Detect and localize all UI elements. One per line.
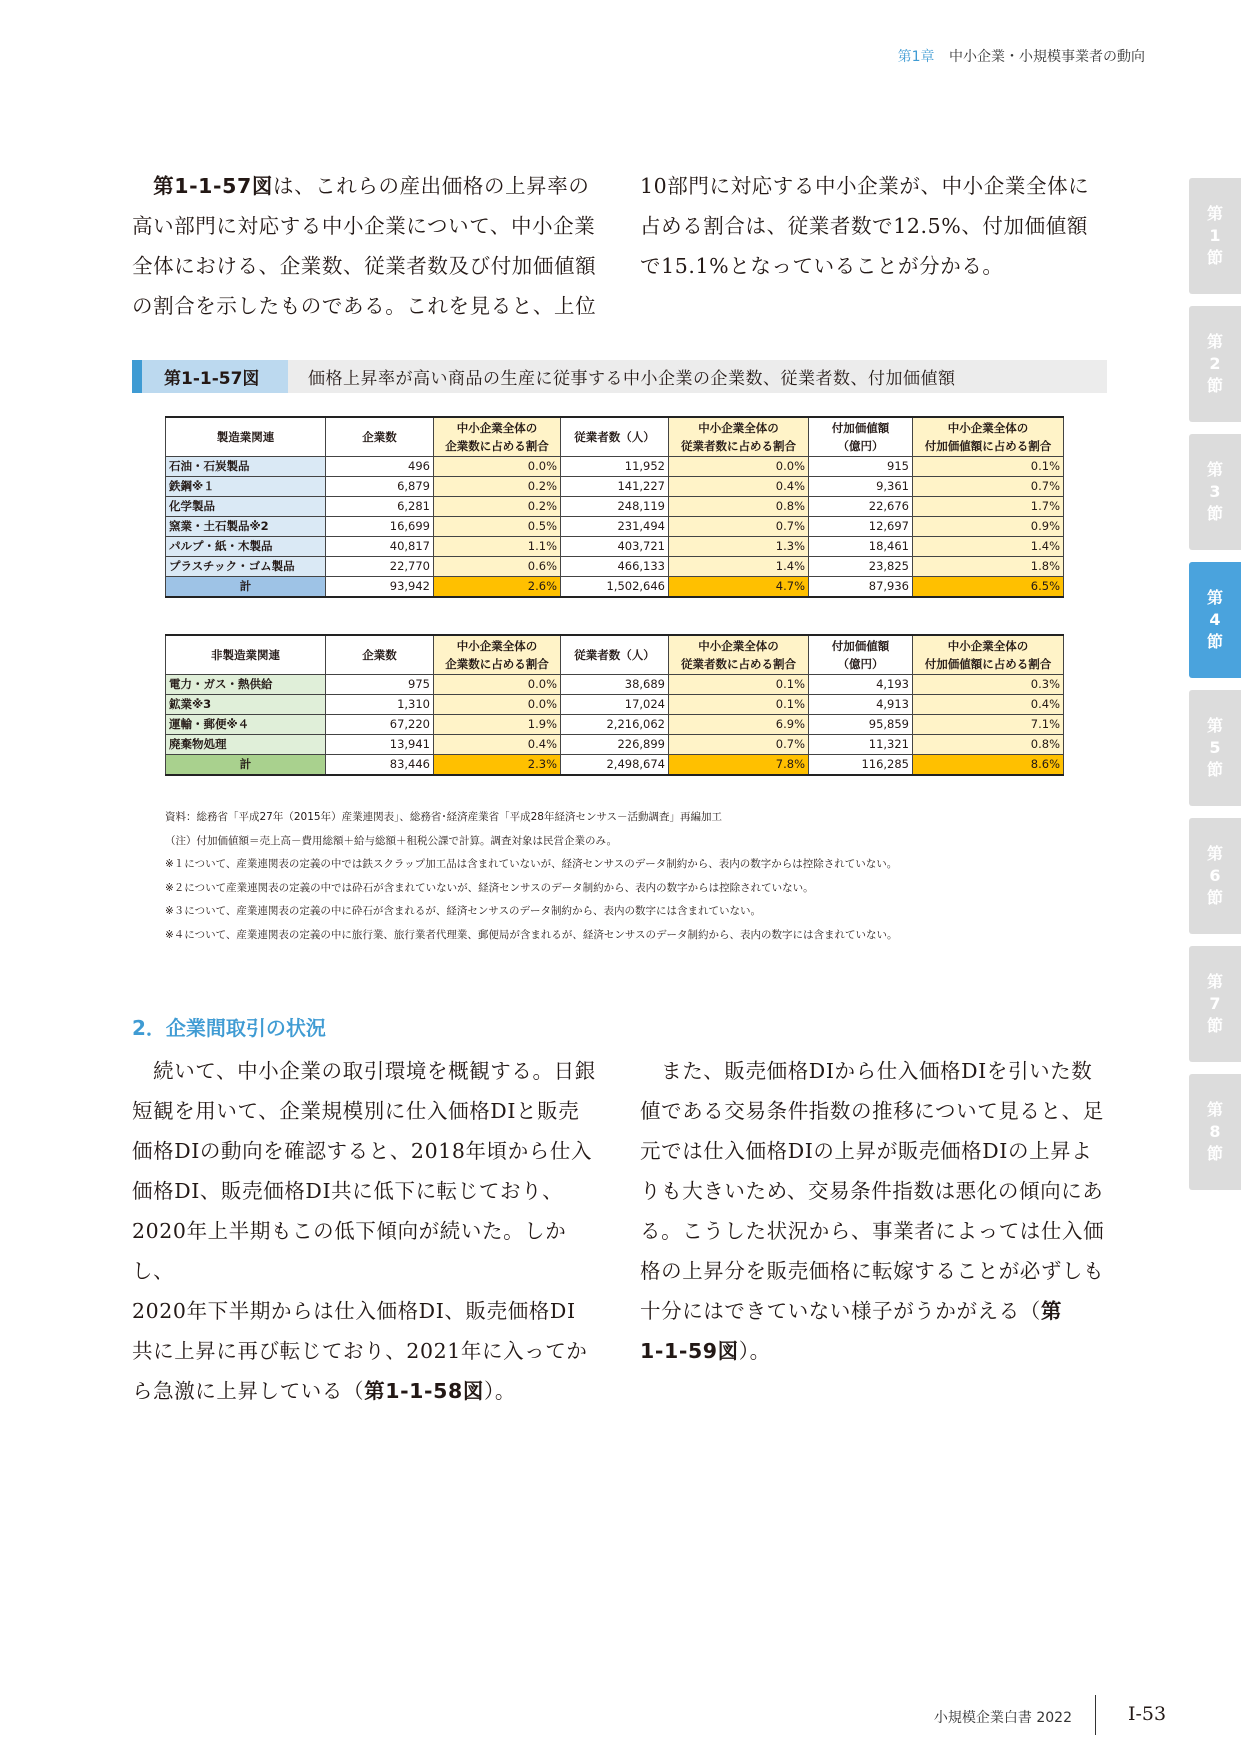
table-row: 廃棄物処理 13,941 0.4% 226,899 0.7% 11,321 0.8% xyxy=(166,735,1064,755)
table-row: プラスチック・ゴム製品 22,770 0.6% 466,133 1.4% 23,825 1.8% xyxy=(166,557,1064,577)
column-header-share-value: 中小企業全体の 付加価値額に占める割合 xyxy=(913,417,1064,457)
figure-title: 価格上昇率が高い商品の生産に従事する中小企業の企業数、従業者数、付加価値額 xyxy=(308,369,956,389)
note-item: ※１について、産業連関表の定義の中では鉄スクラップ加工品は含まれていないが、経済センサスのデータ制約から、表内の数字からは控除されていない。 xyxy=(165,858,898,870)
page-number: Ⅰ-53 xyxy=(1128,1703,1167,1725)
manufacturing-table xyxy=(165,416,1064,598)
column-header-share-companies: 中小企業全体の 企業数に占める割合 xyxy=(434,635,561,675)
note-item: ※３について、産業連関表の定義の中に砕石が含まれるが、経済センサスのデータ制約から、表内の数字には含まれていない。 xyxy=(165,905,761,917)
figure-reference: 第1-1-58図 xyxy=(364,1379,484,1403)
table-row: 運輸・郵便※４ 67,220 1.9% 2,216,062 6.9% 95,859 7.1% xyxy=(166,715,1064,735)
section-tab-7[interactable]: 第 7 節 xyxy=(1189,946,1241,1062)
section-tab-1[interactable]: 第 1 節 xyxy=(1189,178,1241,294)
note-item: ※４について、産業連関表の定義の中に旅行業、旅行業者代理業、郵便局が含まれるが、経済センサスのデータ制約から、表内の数字には含まれていない。 xyxy=(165,928,898,941)
table-row: パルプ・紙・木製品 40,817 1.1% 403,721 1.3% 18,461 1.4% xyxy=(166,537,1064,557)
section-tab-3[interactable]: 第 3 節 xyxy=(1189,434,1241,550)
table-row: 化学製品 6,281 0.2% 248,119 0.8% 22,676 1.7% xyxy=(166,497,1064,517)
book-title: 小規模企業白書 2022 xyxy=(933,1710,1072,1726)
table-header-row xyxy=(166,635,1064,675)
footer-divider xyxy=(1095,1695,1096,1735)
section-tab-8[interactable]: 第 8 節 xyxy=(1189,1074,1241,1190)
column-header-share-employees: 中小企業全体の 従業者数に占める割合 xyxy=(669,635,809,675)
column-header-value-added: 付加価値額 （億円） xyxy=(809,417,913,457)
note-item: ※２について産業連関表の定義の中では砕石が含まれていないが、経済センサスのデータ制約から、表内の数字からは控除されていない。 xyxy=(165,881,814,894)
table-row: 窯業・土石製品※2 16,699 0.5% 231,494 0.7% 12,697 0.9% xyxy=(166,517,1064,537)
section-tab-4[interactable]: 第 4 節 xyxy=(1189,562,1241,678)
column-header-industry: 非製造業関連 xyxy=(166,635,326,675)
intro-paragraph-left: 第1-1-57図は、これらの産出価格の上昇率の 高い部門に対応する中小企業について、中小企業 全体における、企業数、従業者数及び付加価値額 の割合を示したものである。これを見ると、上位 xyxy=(132,174,597,318)
non-manufacturing-table xyxy=(165,634,1064,776)
table-row: 電力・ガス・熱供給 975 0.0% 38,689 0.1% 4,193 0.3% xyxy=(166,675,1064,695)
running-header xyxy=(898,46,1145,66)
figure-title-bar xyxy=(132,360,1107,393)
column-header-industry: 製造業関連 xyxy=(166,417,326,457)
figure-title-accent xyxy=(132,360,142,393)
body-paragraph-right: また、販売価格DIから仕入価格DIを引いた数 値である交易条件指数の推移について見ると、足 元では仕入価格DIの上昇が販売価格DIの上昇よ りも大きいため、交易条件指数は悪化の傾向にあ る。こうした状況から、事業者によっては仕入価 格の上昇分を販売価格に転嫁することが必ずしも 十分にはできていない様子がうかがえる（第 1-1-59図）。 xyxy=(640,1059,1105,1363)
section-tab-2[interactable]: 第 2 節 xyxy=(1189,306,1241,422)
section-heading: 2．企業間取引の状況 xyxy=(132,1016,326,1040)
table-row: 石油・石炭製品 496 0.0% 11,952 0.0% 915 0.1% xyxy=(166,457,1064,477)
table-header-row xyxy=(166,417,1064,457)
table-total-row: 計 93,942 2.6% 1,502,646 4.7% 87,936 6.5% xyxy=(166,577,1064,598)
intro-paragraph-right: 10部門に対応する中小企業が、中小企業全体に 占める割合は、従業者数で12.5%、付加価値額 で15.1%となっていることが分かる。 xyxy=(640,174,1090,278)
column-header-employees: 従業者数（人） xyxy=(561,635,669,675)
column-header-value-added: 付加価値額 （億円） xyxy=(809,635,913,675)
column-header-share-companies: 中小企業全体の 企業数に占める割合 xyxy=(434,417,561,457)
chapter-title: 中小企業・小規模事業者の動向 xyxy=(949,49,1145,65)
column-header-share-value: 中小企業全体の 付加価値額に占める割合 xyxy=(913,635,1064,675)
note-item: （注）付加価値額＝売上高－費用総額＋給与総額＋租税公課で計算。調査対象は民営企業のみ。 xyxy=(165,834,618,847)
section-tab-5[interactable]: 第 5 節 xyxy=(1189,690,1241,806)
figure-notes xyxy=(165,806,897,947)
figure-reference: 1-1-59図 xyxy=(640,1339,739,1363)
section-tab-6[interactable]: 第 6 節 xyxy=(1189,818,1241,934)
figure-reference: 第1-1-57図 xyxy=(153,174,273,198)
figure-number: 第1-1-57図 xyxy=(142,360,288,393)
table-row: 鉱業※3 1,310 0.0% 17,024 0.1% 4,913 0.4% xyxy=(166,695,1064,715)
table-total-row: 計 83,446 2.3% 2,498,674 7.8% 116,285 8.6% xyxy=(166,755,1064,776)
table-row: 鉄鋼※１ 6,879 0.2% 141,227 0.4% 9,361 0.7% xyxy=(166,477,1064,497)
column-header-employees: 従業者数（人） xyxy=(561,417,669,457)
column-header-companies: 企業数 xyxy=(326,635,434,675)
chapter-number: 第1章 xyxy=(897,49,935,65)
note-source: 資料：総務省「平成27年（2015年）産業連関表」、総務省･経済産業省「平成28年経済センサス－活動調査」再編加工 xyxy=(165,811,723,823)
page-footer xyxy=(0,1695,1241,1735)
body-paragraph-left: 続いて、中小企業の取引環境を概観する。日銀 短観を用いて、企業規模別に仕入価格DIと販売 価格DIの動向を確認すると、2018年頃から仕入 価格DI、販売価格DI共に低下に転じており、 2020年上半期もこの低下傾向が続いた。しかし、 2020年下半期からは仕入価格DI、販売価格DI 共に上昇に再び転じており、2021年に入ってか ら急激に上昇している（第1-1-58図）。 xyxy=(132,1059,596,1403)
column-header-share-employees: 中小企業全体の 従業者数に占める割合 xyxy=(669,417,809,457)
column-header-companies: 企業数 xyxy=(326,417,434,457)
